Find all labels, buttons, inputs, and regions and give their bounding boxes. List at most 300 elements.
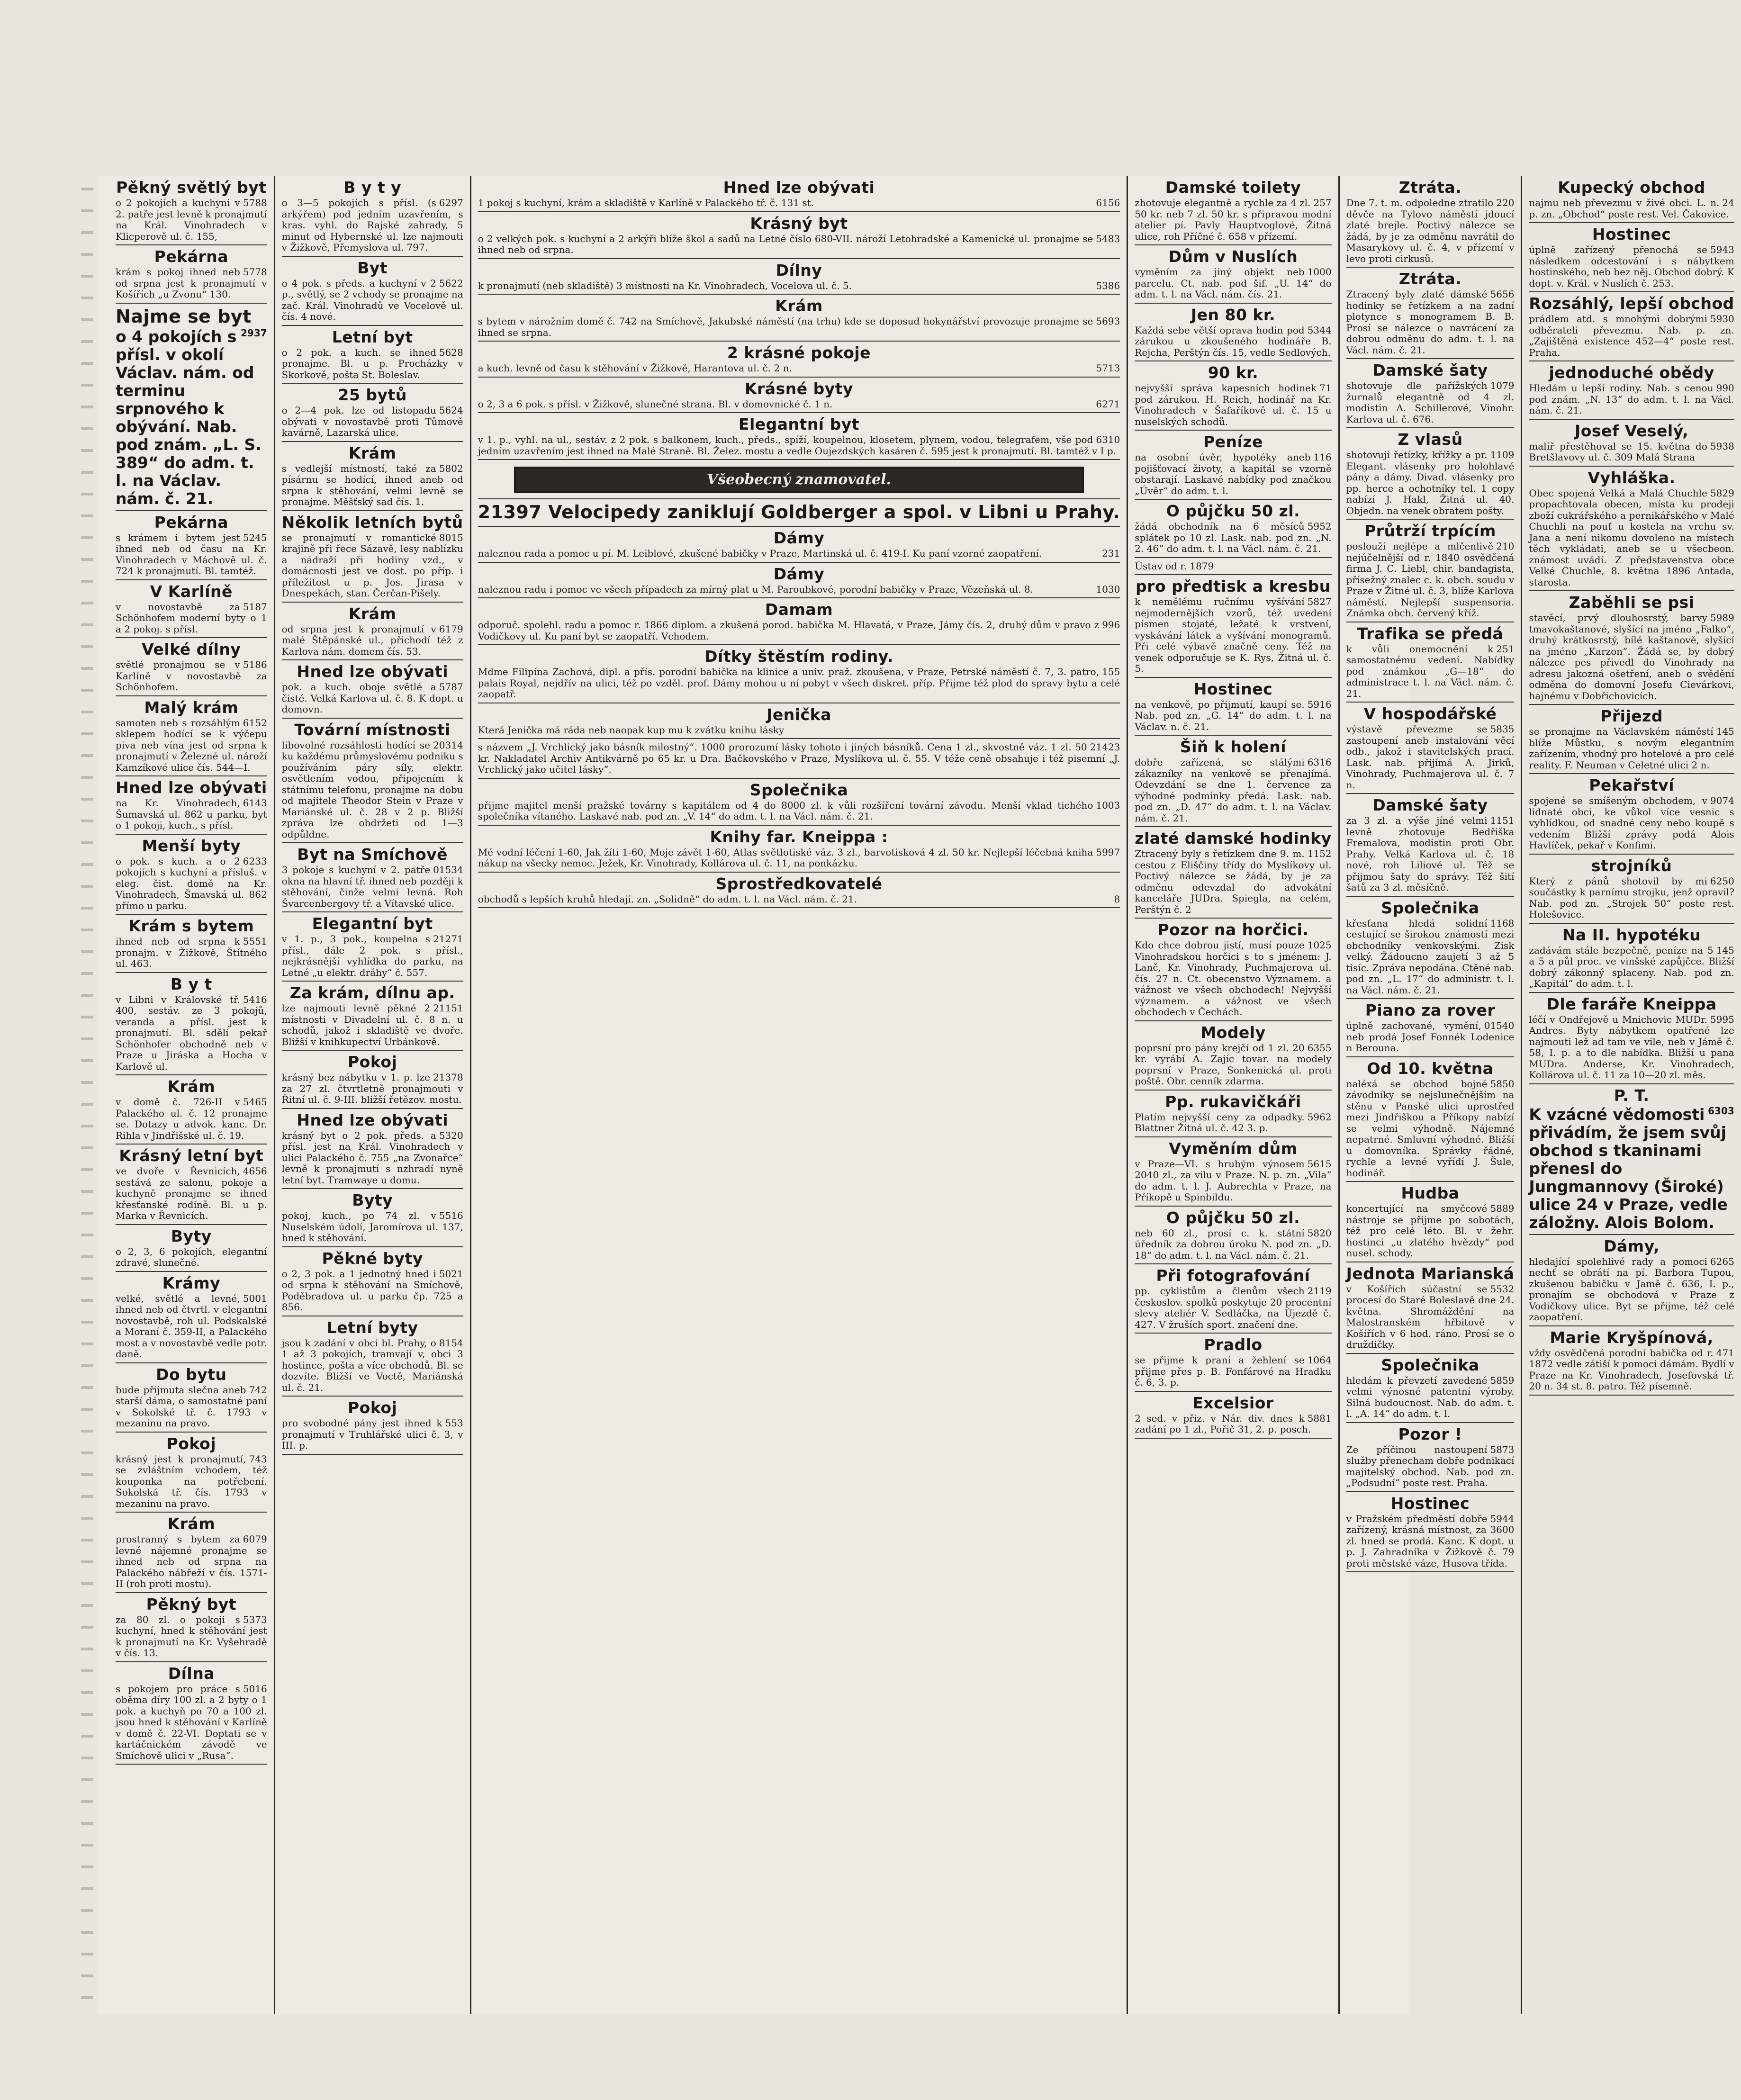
ad-body: libovolné rozsáhlosti hodící se ku každému průmyslovému podniku s používáním páry síly, elektr. osvětlením vodou, připojením k státnímu telefonu, pronajme na dobu od majitele Theodor Stein v Praze v Mariánské ul. č. 28 v 2 p. Bližší zpráva lze obdržeti od 1—3 odpůldne. bbox=[281, 739, 463, 840]
ad-title: Při fotografování bbox=[1156, 1266, 1310, 1285]
ad-text bbox=[116, 1097, 267, 1141]
ad-body: o 2, 3, 6 pokojích, elegantní zdravé, slunečné. bbox=[116, 1245, 267, 1268]
ad-text bbox=[116, 718, 267, 774]
ad-title: Hostinec bbox=[1390, 1494, 1470, 1513]
ad-text bbox=[1135, 325, 1331, 359]
ad-text bbox=[116, 1166, 267, 1222]
ad-number: 6233 bbox=[243, 855, 267, 867]
ad-text bbox=[282, 463, 463, 508]
ad-body: naleznou rada a pomoc u pí. M. Leiblové, zkušené babičky v Praze, Martinská ul. č. 419-I. Ku paní vzorné zaopatření. bbox=[478, 548, 1042, 559]
ad-number: 21378 bbox=[433, 1072, 463, 1083]
ad-body: Kdo chce dobrou jistí, musí pouze Vinohradskou horčici s to s jménem: J. Lanč, Kr. Vinohrady, Puchmajerova ul. čís. 27 n. Ct. obecenstvo Významem. a vážnost ve všech obchodech! Nejvyšší významem. a vážnost ve všech obchodech v Čechách. bbox=[1135, 939, 1332, 1018]
ad-title: Pozor ! bbox=[1398, 1424, 1462, 1443]
classified-ad bbox=[282, 660, 463, 719]
ad-number: 01534 bbox=[433, 864, 463, 875]
classified-ad bbox=[282, 1397, 463, 1455]
classified-ad bbox=[1135, 558, 1331, 576]
ad-number: 5820 bbox=[1307, 1227, 1332, 1239]
ad-number: 155 bbox=[1102, 666, 1120, 677]
ad-body: obchodů s lepších kruhů hledají. zn. „Solidně“ do adm. t. l. na Václ. nám. č. 21. bbox=[478, 893, 857, 905]
classified-ad bbox=[1529, 591, 1734, 705]
ad-text bbox=[478, 800, 1120, 822]
ad-number: 6143 bbox=[243, 797, 267, 809]
classified-ad bbox=[116, 176, 267, 245]
ad-title: Dámy bbox=[773, 564, 825, 583]
ad-title: Pradlo bbox=[1204, 1335, 1263, 1354]
ad-title: Byty bbox=[352, 1191, 393, 1209]
classified-ad bbox=[1135, 1264, 1331, 1334]
ad-body: v Košířích súčastní se procesí do Staré Boleslavě dne 24. května. Shromáždění na Malostranském hřbitově v Košířích v 6 hod. ráno. Prosí se o druždičky. bbox=[1346, 1283, 1515, 1350]
classified-ad bbox=[116, 1363, 267, 1433]
ad-title: Marie Kryšpínová, bbox=[1550, 1328, 1714, 1347]
ad-title: Vyměním dům bbox=[1169, 1139, 1298, 1158]
ad-number: 5615 bbox=[1307, 1158, 1332, 1170]
ad-number: 5938 bbox=[1710, 440, 1734, 452]
ad-text bbox=[1346, 1514, 1515, 1569]
ad-body: světlé pronajmou se v Karlíně v novostavbě za Schönhofem. bbox=[116, 659, 267, 693]
ad-number: 6250 bbox=[1710, 875, 1734, 887]
ad-body: se přijme k praní a žehlení se přijme přes p. B. Fonfárové na Hradku č. 6, 3. p. bbox=[1135, 1354, 1332, 1388]
classified-ad bbox=[116, 304, 267, 511]
ad-title: Pěkný světlý byt bbox=[116, 178, 267, 197]
ad-title: Pokoj bbox=[347, 1053, 397, 1071]
ad-text bbox=[116, 602, 267, 635]
ad-body: Hledám u lepší rodiny. Nab. s cenou pod znám. „N. 13“ do adm. t. l. na Václ. nám. č. 21. bbox=[1529, 382, 1734, 416]
ad-title: O půjčku 50 zl. bbox=[1166, 502, 1300, 520]
ad-body: o 2 pokojích a kuchyni v 2. patře jest levně k pronajmutí na Král. Vinohradech v Klicperově ul. č. 155, bbox=[116, 197, 267, 242]
ad-number: 5483 bbox=[1096, 233, 1120, 244]
classified-ad bbox=[1529, 774, 1734, 855]
ad-title: Pozor na horčici. bbox=[1157, 920, 1309, 939]
classified-ad bbox=[116, 638, 267, 696]
ad-body: o 2—4 pok. lze od listopadu obývati v novostavbě proti Tůmově kavárně, Lazarská ulice. bbox=[281, 405, 463, 438]
ad-number: 257 bbox=[1313, 197, 1332, 208]
ad-number: 1152 bbox=[1307, 848, 1332, 859]
ad-title: Pp. rukavičkáři bbox=[1165, 1092, 1301, 1111]
classified-ad bbox=[478, 176, 1120, 212]
ad-title: Ztráta. bbox=[1398, 270, 1462, 288]
ad-number: 1064 bbox=[1307, 1354, 1332, 1366]
ad-body: krásný byt o 2 pok. předs. a přísl. jest na Král. Vinohradech v ulici Palackého č. 755 „na Zvonařce“ levně k pronajmutí s nzhradí nyně letní byt. Tramwaye u domu. bbox=[281, 1129, 463, 1186]
ad-body: poprsní pro pány krejčí od 1 zl. 20 kr. vyrábí A. Zajíc tovar. na modely poprsní v Praze, Sonkenická ul. proti poště. Obr. cenník zdarma. bbox=[1135, 1042, 1332, 1087]
classified-ad bbox=[1346, 176, 1515, 268]
ad-number: 5551 bbox=[243, 936, 267, 947]
ad-number: 6265 bbox=[1710, 1255, 1734, 1267]
ad-number: 5532 bbox=[1490, 1283, 1515, 1295]
ad-number: 5827 bbox=[1307, 596, 1332, 607]
ad-number: 5713 bbox=[1096, 362, 1120, 374]
ad-body: v Libni v Královské tř. 400, sestáv. ze 3 pokojů, veranda a přísl. jest k pronajmutí. Bl. sdělí pekař Schönhofer obchodně neb v Praze u Jiráska a Hocha v Karlově ul. bbox=[116, 993, 267, 1072]
ad-text bbox=[1135, 699, 1331, 733]
ad-title: Na II. hypotéku bbox=[1562, 925, 1701, 944]
ad-title: Pekárna bbox=[154, 513, 228, 532]
ad-title: Společnika bbox=[1381, 1355, 1479, 1374]
ad-body: od srpna jest k pronajmutí v malé Štěpánské ul., přichodí též z Karlova nám. domem čís. 53. bbox=[281, 623, 463, 657]
ad-number: 5829 bbox=[1710, 487, 1734, 499]
ad-title: Elegantní byt bbox=[312, 914, 433, 933]
classified-ad bbox=[282, 326, 463, 384]
ad-text bbox=[478, 584, 1120, 595]
ad-title: Hudba bbox=[1401, 1184, 1460, 1202]
ad-text bbox=[1135, 1228, 1331, 1262]
classified-ad bbox=[478, 563, 1120, 599]
ad-number: 5465 bbox=[243, 1096, 267, 1108]
ad-number: 990 bbox=[1716, 382, 1734, 394]
ad-body: jsou k zadání v obci bl. Prahy, o 1 až 3 pokojích, tramvají v, obci 3 hostince, pošta a více obchodů. Bl. se dozvíte. Bližší ve Voctě, Mariánská ul. č. 21. bbox=[281, 1337, 463, 1393]
ad-body: Který z pánů shotovil by mi součástky k parnímu strojku, jenž opravil? Nab. pod zn. „Strojek 50“ poste rest. Holešovice. bbox=[1529, 875, 1734, 920]
ad-body: o 2 pok. a kuch. se ihned pronajme. Bl. u p. Procházky v Skorkově, pošta St. Boleslav. bbox=[281, 346, 463, 380]
ad-text bbox=[1346, 541, 1515, 619]
ad-body: k pronajmutí (neb skladiště) 3 místnosti na Kr. Vinohradech, Vocelova ul. č. 5. bbox=[478, 279, 852, 291]
ad-title: Jen 80 kr. bbox=[1191, 305, 1275, 324]
ad-text bbox=[282, 1210, 463, 1244]
ad-body: samoten neb s rozsáhlým sklepem hodící se k výčepu piva neb vína jest od srpna k pronajmutí v Železné ul. nároží Kamzíkové ulice čís. 544—I. bbox=[116, 717, 267, 773]
ad-body: pok. a kuch. oboje světlé a čisté. Velká Karlova ul. č. 8. K dopt. u domovn. bbox=[281, 681, 463, 715]
classified-ad bbox=[282, 1316, 463, 1397]
ad-title: Peníze bbox=[1203, 433, 1263, 451]
ad-title: Pekárna bbox=[154, 247, 228, 266]
ad-body: Ústav od r. 1879 bbox=[1135, 560, 1214, 572]
ad-text bbox=[1135, 561, 1331, 572]
ad-body: lze najmouti levně pěkné 2 místnosti v Divadelní ul. č. 8 n. u schodů, jakož i skladiště ve dvoře. Bližší v knihkupectví Urbánkově. bbox=[281, 1002, 463, 1047]
classified-ad bbox=[1135, 245, 1331, 304]
classified-ad bbox=[478, 826, 1120, 873]
ad-body: velké, světlé a levné, ihned neb od čtvrtl. v elegantní novostavbě, roh ul. Podskalské a Moraní č. 359-II, a Palackého most a v novostavbě vedle potr. daně. bbox=[116, 1292, 267, 1360]
ad-text bbox=[478, 434, 1120, 457]
ad-title: Krám bbox=[775, 297, 823, 315]
ad-title: Kupecký obchod bbox=[1558, 178, 1705, 197]
ad-number: 5916 bbox=[1307, 698, 1332, 710]
ad-number: 210 bbox=[1496, 541, 1515, 552]
ad-text bbox=[478, 234, 1120, 256]
ad-body: o 2, 3 a 6 pok. s přísl. v Žižkově, slunečné strana. Bl. v domovnické č. 1 n. bbox=[478, 398, 833, 410]
ad-number: 21151 bbox=[433, 1002, 463, 1014]
ad-body: Mdme Filipína Zachová, dipl. a přís. porodní babička na klinice a univ. praž. zkoušena, v Praze, Petrské náměstí č. 7, 3. patro, palais Royal, nejdřív na ulici, též po vzděl. prof. Dámy mohou u ní pobyt v všech diskret. příp. Přijme též plod do spravy bytu a celé zaopatř. bbox=[478, 666, 1120, 700]
classified-ad bbox=[1135, 1021, 1331, 1091]
classified-ad bbox=[116, 1513, 267, 1593]
classified-ad bbox=[1135, 827, 1331, 919]
ad-title: Byt bbox=[357, 258, 388, 277]
ad-number: 5001 bbox=[243, 1292, 267, 1304]
classified-ad bbox=[282, 1247, 463, 1316]
ad-body: bude přijmuta slečna aneb starší dáma, o samostatné paní v Sokolské tř. č. 1793 v mezaninu na pravo. bbox=[116, 1384, 267, 1429]
classified-ad bbox=[478, 873, 1120, 909]
ad-text bbox=[1346, 644, 1515, 700]
classified-ad bbox=[116, 776, 267, 835]
ad-body: spojené se smíšeným obchodem, v lidnaté obci, ke vůkol více vesnic s vyhlídkou, od snadné ceny nebo koupě s vedením Bližší zprávy podá Alois Havlíček, pekař v Konfimi. bbox=[1529, 795, 1734, 851]
ad-number: 5859 bbox=[1490, 1374, 1515, 1386]
ad-text bbox=[478, 548, 1120, 559]
classified-ad bbox=[1529, 176, 1734, 223]
ad-title: V hospodářské bbox=[1363, 704, 1497, 723]
ad-body: o 4 pokojích s přísl. v okolí Václav. nám. od terminu srpnového k obývání. Nab. pod znám. „L. S. 389“ do adm. t. l. na Václav. nám. č. 21. bbox=[116, 327, 262, 508]
classified-ad bbox=[116, 511, 267, 580]
ad-text bbox=[116, 936, 267, 970]
ad-text bbox=[1135, 1413, 1331, 1435]
classified-ad bbox=[116, 835, 267, 915]
classified-ad bbox=[116, 245, 267, 304]
classified-ad bbox=[1135, 919, 1331, 1021]
ad-body: krám s pokoj ihned neb od srpna jest k pronajmutí v Košířích „u Zvonu“ 130. bbox=[116, 266, 267, 300]
ad-text bbox=[1346, 1020, 1515, 1054]
ad-number: 71 bbox=[1319, 382, 1332, 394]
ad-text bbox=[1135, 198, 1331, 242]
ad-number: 6271 bbox=[1096, 398, 1120, 410]
ad-text bbox=[1135, 1043, 1331, 1087]
classified-ad bbox=[478, 295, 1120, 342]
classified-ad bbox=[116, 1433, 267, 1513]
ad-text bbox=[116, 1246, 267, 1269]
ad-text bbox=[116, 659, 267, 693]
ad-number: 8154 bbox=[439, 1337, 463, 1349]
ad-body: ihned neb od srpna k pronajm. v Žižkově, Štítného ul. 463. bbox=[116, 936, 267, 969]
ad-text bbox=[1135, 383, 1331, 427]
classified-ad bbox=[1346, 268, 1515, 359]
ad-number: 5952 bbox=[1307, 521, 1332, 532]
column-2 bbox=[275, 176, 471, 2014]
ad-number: 5989 bbox=[1710, 612, 1734, 623]
ad-title: Hostinec bbox=[1193, 679, 1273, 698]
ad-number: 5835 bbox=[1490, 723, 1515, 735]
ad-number: 5186 bbox=[243, 659, 267, 670]
ad-title: P. T. bbox=[1614, 1086, 1650, 1105]
classified-ad bbox=[1346, 1182, 1515, 1262]
ad-text bbox=[282, 1418, 463, 1451]
ad-text bbox=[1135, 940, 1331, 1018]
ad-number: 6297 bbox=[439, 197, 463, 208]
ad-text bbox=[282, 865, 463, 909]
classified-ad bbox=[1346, 897, 1515, 1000]
ad-text bbox=[1135, 521, 1331, 555]
ad-text bbox=[282, 1338, 463, 1394]
ad-body: neb 60 zl., prosí c. k. státní úředník za dobrou úroku N. pod zn. „D. 18“ do adm. t. l. na Václ. nám. č. 21. bbox=[1135, 1227, 1332, 1261]
ad-text bbox=[116, 1534, 267, 1590]
ad-text bbox=[1346, 1375, 1515, 1420]
classified-ad bbox=[282, 1109, 463, 1190]
ad-text bbox=[1529, 945, 1734, 990]
ad-text bbox=[1135, 1355, 1331, 1388]
ad-title: 21397 Velocipedy zaniklují Goldberger a spol. v Libni u Prahy. bbox=[478, 502, 1120, 523]
ad-number: 1168 bbox=[1490, 917, 1515, 929]
ad-number: 116 bbox=[1313, 451, 1332, 463]
ad-number: 1151 bbox=[1490, 815, 1515, 826]
ad-number: 5624 bbox=[439, 405, 463, 416]
ad-number: 231 bbox=[1102, 548, 1120, 559]
ad-title: Krám bbox=[348, 443, 397, 462]
classified-ad bbox=[1529, 361, 1734, 420]
ad-text bbox=[1529, 1106, 1734, 1232]
classified-ad bbox=[478, 598, 1120, 645]
classified-ad bbox=[478, 779, 1120, 826]
classified-ad bbox=[1135, 1091, 1331, 1137]
ad-number: 5516 bbox=[439, 1210, 463, 1221]
ad-number: 6179 bbox=[439, 623, 463, 635]
ad-number: 471 bbox=[1716, 1347, 1734, 1359]
classified-columns bbox=[109, 176, 1734, 2014]
classified-ad bbox=[1135, 575, 1331, 678]
classified-ad bbox=[1346, 428, 1515, 520]
ad-text bbox=[116, 1454, 267, 1510]
ad-title: Byt na Smíchově bbox=[297, 845, 448, 864]
ad-text bbox=[282, 532, 463, 599]
ad-body: naléxá se obchod bojné závodníky se nejslunečnějším na stěnu v Panské ulici uprostřed mezi Jindřiškou a Příkopy nabízí se velmi výhodně. Nájemné nepatrné. Smluvní výhodné. Bližší u domovníka. Správky řádné, rychle a levné vyřídí J. Šule, hodinář. bbox=[1346, 1078, 1515, 1179]
ad-number: 5373 bbox=[243, 1613, 267, 1625]
ad-text bbox=[478, 280, 1120, 292]
ad-body: na venkově, po přijmutí, kaupí se. Nab. pod zn. „G. 14“ do adm. t. l. na Václav. n. č. 21. bbox=[1135, 698, 1332, 732]
ad-title: Letní byt bbox=[332, 327, 413, 346]
ad-text bbox=[1346, 815, 1515, 893]
binding-holes bbox=[81, 176, 93, 2014]
classified-ad bbox=[1529, 855, 1734, 924]
classified-ad bbox=[1135, 361, 1331, 431]
ad-body: pokoj, kuch., po 74 zl. v Nuselském údolí, Jaromírova ul. 137, hned k stěhování. bbox=[281, 1210, 463, 1244]
ad-number: 5656 bbox=[1490, 288, 1515, 300]
ad-title: B y t y bbox=[343, 178, 402, 197]
ad-number: 5016 bbox=[243, 1683, 267, 1694]
ad-title: Trafika se předá bbox=[1357, 624, 1504, 643]
ad-title: Dílna bbox=[168, 1664, 215, 1683]
ad-body: s bytem v nárožním domě č. 742 na Smíchově, Jakubské náměstí (na trhu) kde se doposud hokynářství provozuje pronajme se ihned se srpna. bbox=[478, 315, 1093, 338]
classified-ad bbox=[478, 739, 1120, 779]
ad-number: 2937 bbox=[241, 327, 267, 339]
ad-body: zhotovuje elegantně a rychle za 4 zl. 50 kr. neb 7 zl. 50 kr. s připravou modní atelier pí. Pavly Hauptvoglové, Žitná ulice, roh Příčné č. 658 v přízemí. bbox=[1135, 197, 1332, 242]
ad-title: Šiň k holení bbox=[1180, 738, 1287, 756]
classified-ad bbox=[116, 1145, 267, 1225]
ad-text bbox=[1529, 441, 1734, 463]
ad-body: prádlem atd. s mnohými dobrými odběrateli převezmu. Nab. p. zn. „Zajištěná existence 452—4“ poste rest. Praha. bbox=[1529, 313, 1734, 358]
ad-text bbox=[282, 740, 463, 840]
ad-text bbox=[116, 267, 267, 300]
ad-number: 5416 bbox=[243, 993, 267, 1005]
ad-number: 5187 bbox=[243, 601, 267, 613]
classified-ad bbox=[1135, 176, 1331, 245]
ad-body: malíř přestěhoval se 15. května do Bretšlavovy ul. č. 309 Malá Strana bbox=[1529, 440, 1707, 463]
ad-title: Sprostředkovatelé bbox=[715, 874, 883, 893]
ad-title: Do bytu bbox=[156, 1365, 227, 1384]
ad-body: Mé vodní léčení 1-60, Jak žíti 1-60, Moje závět 1-60, Atlas světlotiské váz. 3 zl., barvotisková 4 zl. 50 kr. Nejlepší léčebná kniha nákup na všecky nemoc. Ježek, Kr. Vinohrady, Kollárova ul. č. 11, na ponkázku. bbox=[478, 846, 1093, 869]
ad-body: přijme majitel menší pražské továrny s kapitálem od 4 do 8000 zl. k vůli rozšíření tovární závodu. Menší vklad tichého společníka vítaného. Laskavé nab. pod zn. „V. 14“ do adm. t. l. na Václ. nám. č. 21. bbox=[478, 799, 1093, 822]
classified-ad bbox=[478, 527, 1120, 563]
ad-title: Jednota Marianská bbox=[1346, 1264, 1515, 1283]
classified-ad bbox=[1346, 622, 1515, 703]
ad-text bbox=[478, 742, 1120, 775]
classified-ad bbox=[478, 413, 1120, 460]
ad-number: 1003 bbox=[1096, 799, 1120, 811]
ad-title: Menší byty bbox=[142, 836, 241, 855]
ad-body: a kuch. levně od času k stěhování v Žižkově, Harantova ul. č. 2 n. bbox=[478, 362, 792, 374]
ad-number: 5386 bbox=[1096, 279, 1120, 291]
ad-text bbox=[1346, 1203, 1515, 1259]
ad-body: najmu neb převezmu v živé obci. L. n. p. zn. „Obchod“ poste rest. Vel. Čakovice. bbox=[1529, 197, 1729, 220]
classified-ad bbox=[1346, 1057, 1515, 1182]
ad-title: Tovární místnosti bbox=[294, 720, 451, 739]
classified-ad bbox=[1135, 1207, 1331, 1265]
classified-ad bbox=[282, 257, 463, 326]
classified-ad bbox=[1529, 924, 1734, 993]
ad-title: Byty bbox=[171, 1226, 212, 1245]
ad-body: zadávám stále bezpečně, peníze na 5 a 5 a půl proc. ve vinšské zapůjčce. Bližší dobrý zákonný splaceny. Nab. pod zn. „Kapitál“ do adm. t. l. bbox=[1529, 944, 1734, 989]
ad-title: Pěkný byt bbox=[146, 1595, 237, 1613]
ad-body: ve dvoře v Řevnicích, sestává ze salonu, pokoje a kuchyně pronajme se ihned křesťanské rodině. Bl. u p. Marka v Řevnicích. bbox=[116, 1165, 267, 1221]
ad-body: Obec spojená Velká a Malá Chuchle propachtovala obecen, místa ku prodeji zboží cukrářského a pernikářského v Malé Chuchli na pouť u kostela na vrchu sv. Jana a není nikomu dovoleno na místech těch vykládati, aneb se u všecbeon. známost uvádí. Z představenstva obce Velké Chuchle, 8. května 1896 Antada, starosta. bbox=[1529, 487, 1734, 588]
ad-number: 1000 bbox=[1307, 266, 1332, 278]
ad-number: 5930 bbox=[1710, 313, 1734, 324]
classified-ad bbox=[282, 1189, 463, 1247]
ad-body: Ztracený byly s řetízkem dne 9. m. cestou z Eliščiny třídy do Myslíkovy ul. Poctivý nálezce se žádá, by je za odměnu odevzdal do advokátní kanceláře JUDra. Spiegla, na celém, Perštýn č. 2 bbox=[1135, 848, 1332, 915]
ad-title: pro předtisk a kresbu bbox=[1136, 577, 1331, 595]
classified-ad bbox=[1529, 467, 1734, 592]
ad-body: v novostavbě za Schönhofem moderní byty o 1 a 2 pokoj. s přísl. bbox=[116, 601, 267, 635]
classified-ad bbox=[1135, 736, 1331, 827]
ad-title: Malý krám bbox=[144, 698, 239, 717]
ad-number: 01540 bbox=[1484, 1020, 1515, 1031]
ad-text bbox=[1529, 314, 1734, 358]
ad-text bbox=[1529, 876, 1734, 920]
classified-ad bbox=[116, 1225, 267, 1272]
ad-body: o 4 pok. s předs. a kuchyní v 2 p., světlý, se 2 vchody se pronajme na zač. Král. Vinohradů ve Vocelově ul. čís. 4 nové. bbox=[281, 277, 463, 322]
ad-text bbox=[116, 994, 267, 1073]
ad-number: 20314 bbox=[433, 739, 463, 751]
ad-text bbox=[1135, 267, 1331, 300]
ad-number: 220 bbox=[1496, 197, 1515, 208]
ad-body: stavěcí, prvý dlouhosrstý, barvy tmavokaštanové, slyšící na jméno „Falko“, druhý krátkosrstý, bílé kaštanově, slyšící na jméno „Karzon“. Žádá se, by dobrý nálezce pes přivedl do Vinohrady na adresu jakozná ošetření, aneb o svědění odměna do domovní Josefu Cievárkovi, hajnému v Dobřichovicích. bbox=[1529, 612, 1734, 702]
ad-body: výstavě převezme se zastoupení aneb instalování věcí odb., jakož i stavitelských prací. Lask. nab. přijímá A. Jirků, Vinohrady, Puchmajerova ul. č. 7 n. bbox=[1346, 723, 1515, 791]
classified-ad bbox=[1135, 431, 1331, 500]
column-6 bbox=[1522, 176, 1741, 2014]
ad-body: o 3—5 pokojích s přísl. (s arkýřem) pod jedním uzavřením, s kras. vyhl. do Rajské zahrady, 5 minut od Hybernské ul. lze najmouti v Žižkově, Přemyslova ul. 797. bbox=[281, 197, 463, 253]
classified-ad bbox=[1346, 1262, 1515, 1354]
ad-title: Piano za rover bbox=[1365, 1001, 1496, 1019]
ad-text bbox=[282, 1130, 463, 1186]
ad-body: pro svobodné pány jest ihned k pronajmutí v Truhlářské ulici č. 3, v III. p. bbox=[281, 1417, 463, 1451]
ad-text bbox=[1346, 289, 1515, 356]
classified-ad bbox=[1346, 520, 1515, 622]
classified-ad bbox=[1346, 703, 1515, 794]
ad-number: 251 bbox=[1496, 643, 1515, 655]
ad-number: 1030 bbox=[1096, 583, 1120, 595]
ad-body: v 1. p., vyhl. na ul., sestáv. z 2 pok. s balkonem, kuch., předs., spíží, koupelnou, klosetem, plynem, vodou, telegrafem, vše pod jedním uzavřením jest ihned na Malé Straně. Bl. Želez. mostu a vedle Oujezdských kasáren č. 595 jest k pronajmutí. Bl. tamtéž v I p. bbox=[478, 434, 1117, 457]
ad-title: Pokoj bbox=[166, 1434, 216, 1453]
ad-body: Ze příčinou nastoupení služby přenecham dobře podnikací majitelský obchod. Nab. pod zn. „Podsudní“ poste rest. Praha. bbox=[1346, 1443, 1515, 1488]
ad-text bbox=[1346, 724, 1515, 791]
ad-body: vyměním za jiný objekt neb parcelu. Ct. nab. pod šif. „U. 14“ do adm. t. l. na Václ. nám. čís. 21. bbox=[1135, 266, 1332, 300]
ad-body: na osobní úvěr, hypotéky aneb pojišťovací životy, a kapitál se vzorně obstarají. Laskavé nabídky pod značkou „Úvěr“ do adm. t. l. bbox=[1135, 451, 1332, 496]
ad-title: Hned lze obývati bbox=[723, 178, 875, 197]
ad-title: Přijezd bbox=[1600, 707, 1663, 725]
ad-body: o 2 velkých pok. s kuchyní a 2 arkýři blíže škol a sadů na Letné číslo 680-VII. nároží Letohradské a Kamenické ul. pronajme se ihned neb od srpna. bbox=[478, 233, 1093, 255]
ad-text bbox=[282, 278, 463, 323]
ad-number: 743 bbox=[249, 1453, 267, 1465]
ad-text bbox=[282, 934, 463, 978]
ad-title: Elegantní byt bbox=[738, 415, 860, 433]
classified-ad bbox=[1346, 794, 1515, 897]
ad-text bbox=[1346, 1079, 1515, 1179]
ad-title: Hned lze obývati bbox=[297, 1110, 449, 1129]
ad-text bbox=[1135, 596, 1331, 675]
ad-number: 2119 bbox=[1307, 1285, 1332, 1297]
ad-title: Krám s bytem bbox=[128, 917, 254, 935]
ad-body: úplně zařízený přenochá se následkem odcestování i s nábytkem hostinského, neb bez něj. Obchod dobrý. K dopt. v. Král. v Nuslích č. 253. bbox=[1529, 244, 1734, 289]
ad-title: V Karlíně bbox=[150, 582, 233, 601]
ad-number: 1079 bbox=[1490, 380, 1515, 391]
ad-text bbox=[1529, 244, 1734, 289]
ad-title: Dámy bbox=[773, 529, 825, 547]
ad-title: zlaté damské hodinky bbox=[1135, 829, 1332, 847]
ad-number: 6355 bbox=[1307, 1042, 1332, 1054]
ad-body: 1 pokoj s kuchyní, krám a skladiště v Karlíně v Palackého tř. č. 131 st. bbox=[478, 197, 814, 208]
ad-title: Damam bbox=[765, 600, 833, 619]
ad-title: Damské toilety bbox=[1165, 178, 1301, 197]
